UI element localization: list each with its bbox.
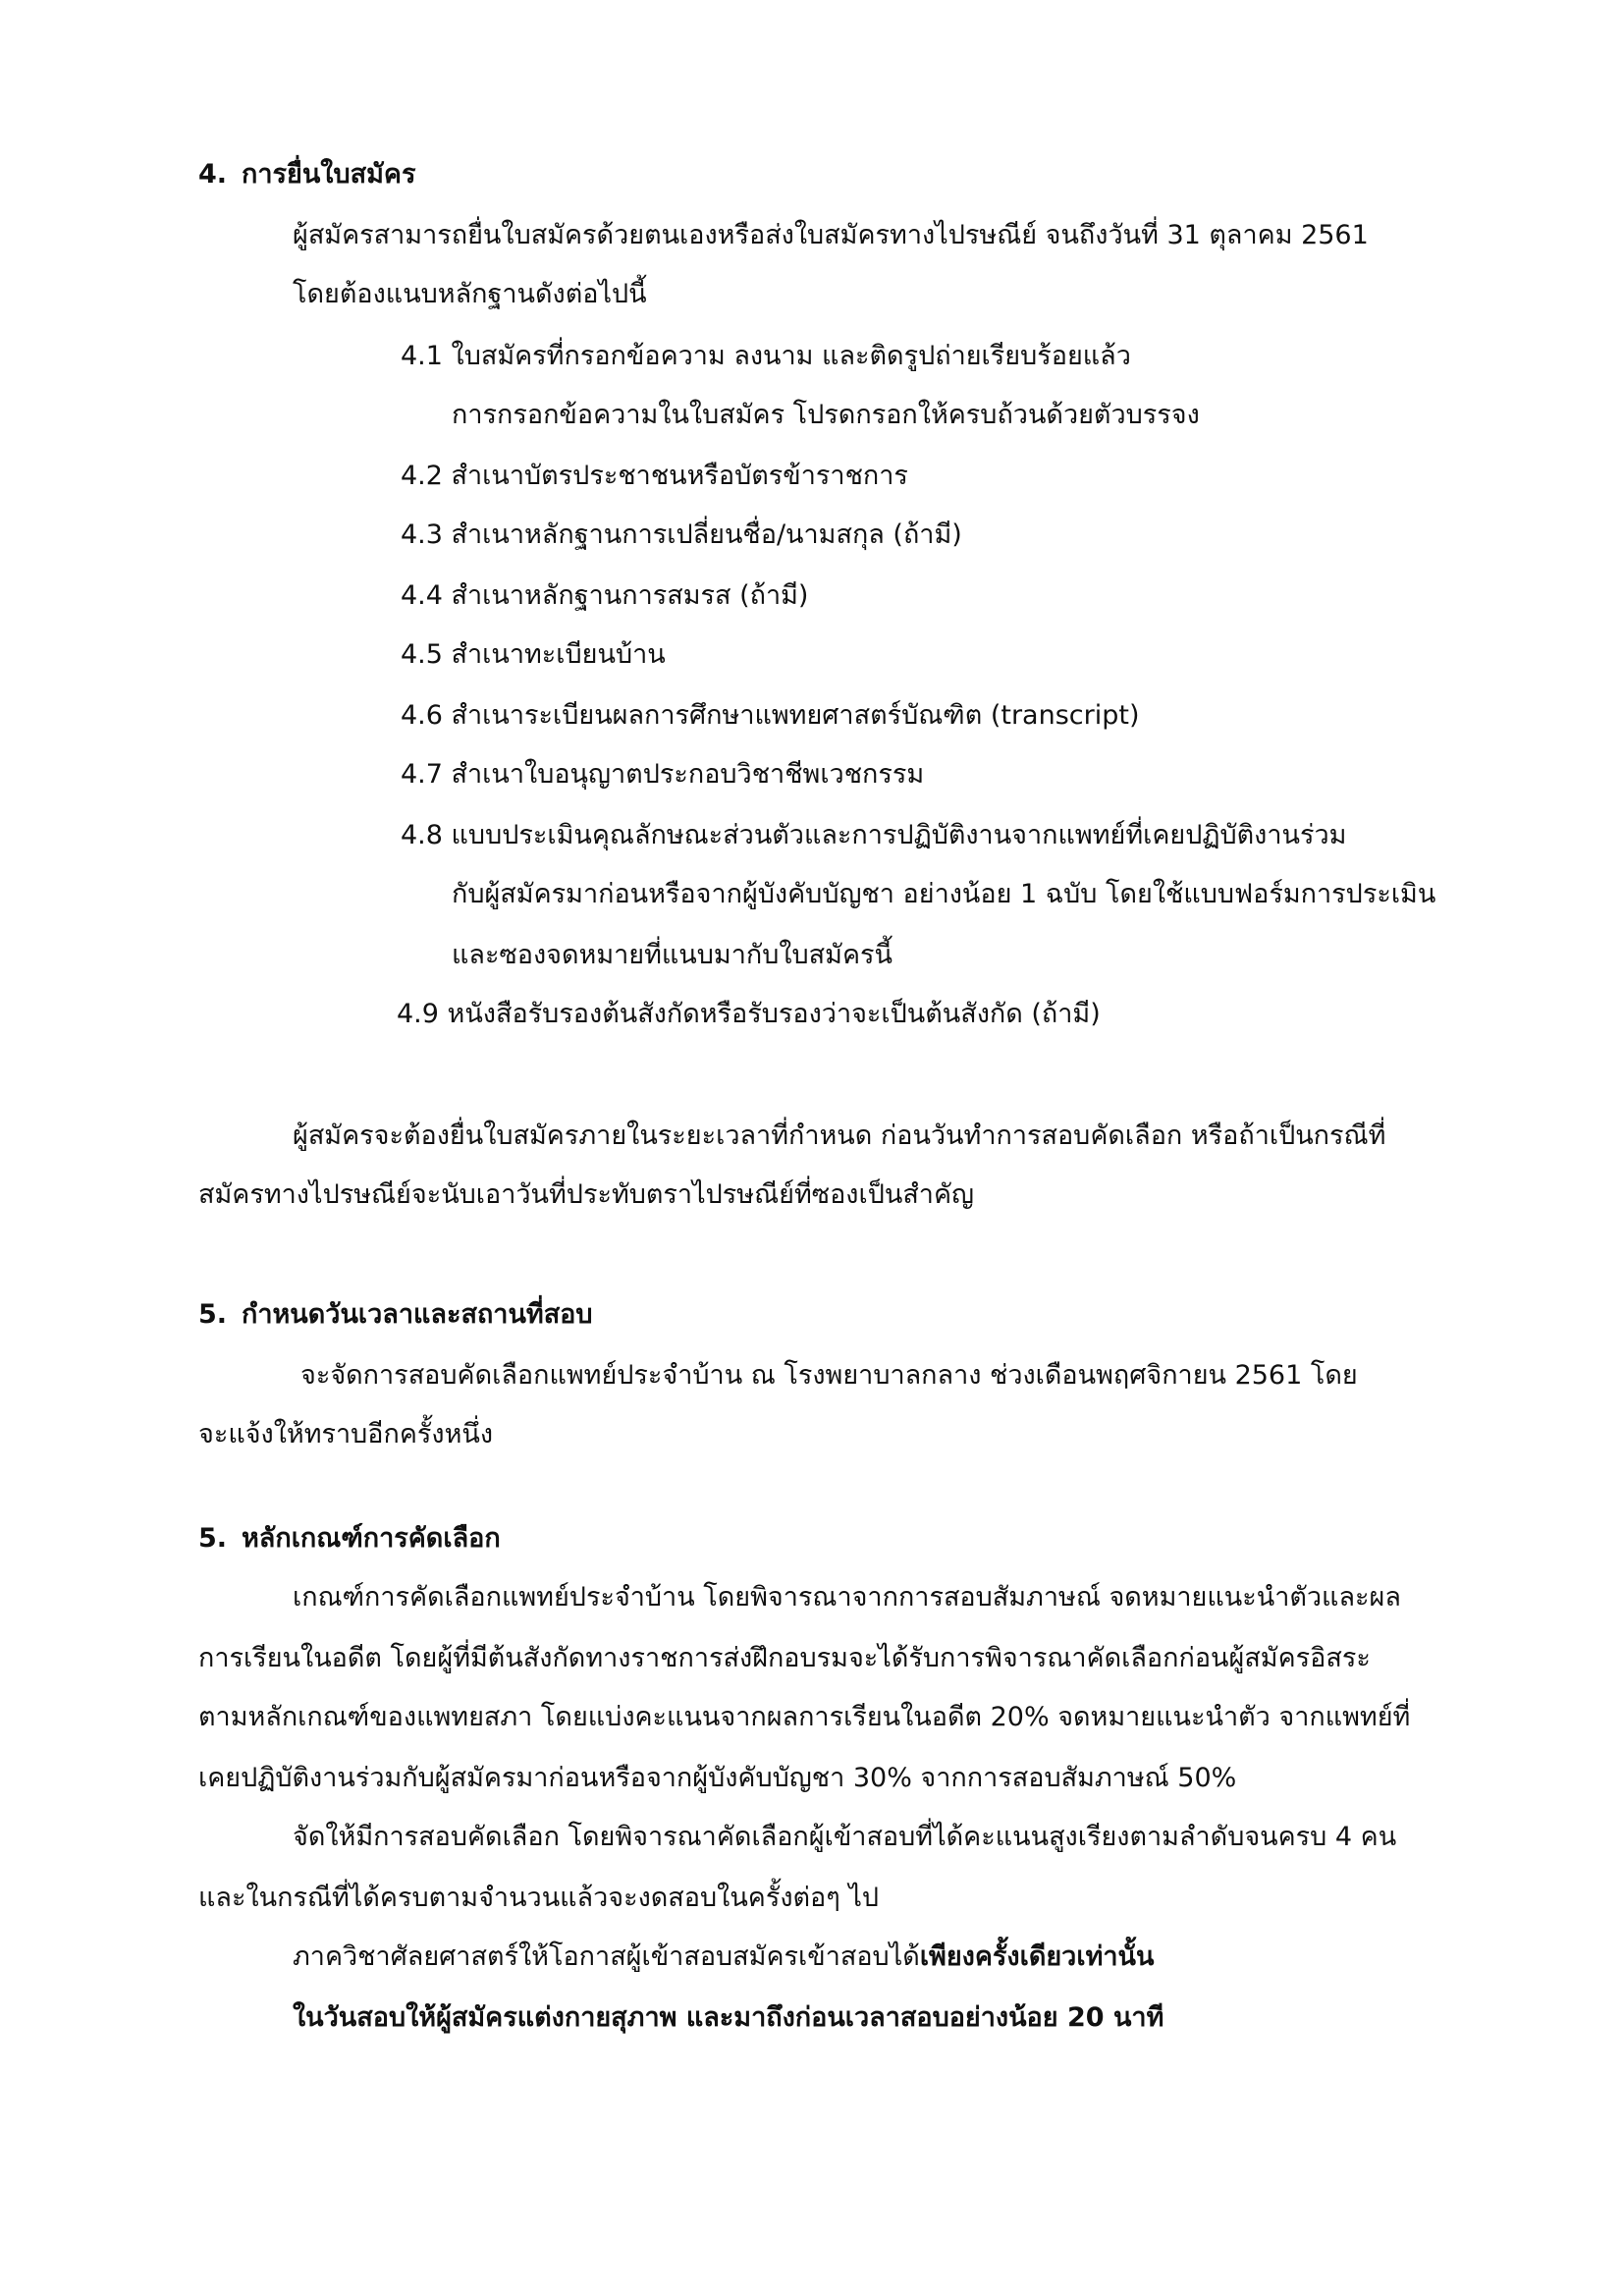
list-item: 4.4 สำเนาหลักฐานการสมรส (ถ้ามี): [401, 580, 809, 611]
section-5-criteria-heading: [198, 1519, 501, 1558]
list-item-continuation: กับผู้สมัครมาก่อนหรือจากผู้บังคับบัญชา อย่างน้อย 1 ฉบับ โดยใช้แบบฟอร์มการประเมิน: [452, 879, 1436, 909]
section-4-intro-line: ผู้สมัครสามารถยื่นใบสมัครด้วยตนเองหรือส่งใบสมัครทางไปรษณีย์ จนถึงวันที่ 31 ตุลาคม 2561: [293, 220, 1369, 250]
selection-paragraph-line: และในกรณีที่ได้ครบตามจำนวนแล้วจะงดสอบในครั้งต่อๆ ไป: [198, 1883, 880, 1913]
section-4-intro-line: โดยต้องแนบหลักฐานดังต่อไปนี้: [293, 279, 647, 309]
list-item: 4.2 สำเนาบัตรประชาชนหรือบัตรข้าราชการ: [401, 461, 908, 491]
section-5-schedule-line: จะแจ้งให้ทราบอีกครั้งหนึ่ง: [198, 1419, 494, 1449]
one-attempt-text: ภาควิชาศัลยศาสตร์ให้โอกาสผู้เข้าสอบสมัครเข้าสอบได้: [293, 1941, 920, 1972]
criteria-paragraph-line: ตามหลักเกณฑ์ของแพทยสภา โดยแบ่งคะแนนจากผลการเรียนในอดีต 20% จดหมายแนะนำตัว จากแพทย์ที่: [198, 1702, 1411, 1732]
section-5-schedule-line: จะจัดการสอบคัดเลือกแพทย์ประจำบ้าน ณ โรงพยาบาลกลาง ช่วงเดือนพฤศจิกายน 2561 โดย: [300, 1360, 1358, 1391]
list-item: 4.5 สำเนาทะเบียนบ้าน: [401, 639, 666, 670]
list-item-continuation: การกรอกข้อความในใบสมัคร โปรดกรอกให้ครบถ้วนด้วยตัวบรรจง: [452, 400, 1200, 430]
criteria-paragraph-line: เคยปฏิบัติงานร่วมกับผู้สมัครมาก่อนหรือจากผู้บังคับบัญชา 30% จากการสอบสัมภาษณ์ 50%: [198, 1763, 1237, 1793]
one-attempt-emphasis: เพียงครั้งเดียวเท่านั้น: [919, 1941, 1155, 1972]
list-item: 4.6 สำเนาระเบียนผลการศึกษาแพทยศาสตร์บัณฑิต (transcript): [401, 700, 1140, 731]
criteria-paragraph-line: การเรียนในอดีต โดยผู้ที่มีต้นสังกัดทางราชการส่งฝึกอบรมจะได้รับการพิจารณาคัดเลือกก่อนผู้สมัครอิสระ: [198, 1643, 1371, 1673]
list-item: 4.8 แบบประเมินคุณลักษณะส่วนตัวและการปฏิบัติงานจากแพทย์ที่เคยปฏิบัติงานร่วม: [401, 820, 1347, 850]
list-item: 4.3 สำเนาหลักฐานการเปลี่ยนชื่อ/นามสกุล (ถ้ามี): [401, 519, 962, 550]
section-5-criteria-title: หลักเกณฑ์การคัดเลือก: [242, 1523, 501, 1554]
selection-paragraph-line: จัดให้มีการสอบคัดเลือก โดยพิจารณาคัดเลือกผู้เข้าสอบที่ได้คะแนนสูงเรียงตามลำดับจนครบ 4 คน: [293, 1822, 1397, 1852]
exam-day-notice: ในวันสอบให้ผู้สมัครแต่งกายสุภาพ และมาถึงก่อนเวลาสอบอย่างน้อย 20 นาที: [293, 2002, 1164, 2033]
section-5-number: 5.: [198, 1523, 228, 1554]
list-item: 4.9 หนังสือรับรองต้นสังกัดหรือรับรองว่าจะเป็นต้นสังกัด (ถ้ามี): [397, 999, 1101, 1029]
section-4-note-line: ผู้สมัครจะต้องยื่นใบสมัครภายในระยะเวลาที่กำหนด ก่อนวันทำการสอบคัดเลือก หรือถ้าเป็นกรณีที่: [293, 1121, 1386, 1151]
section-4-number: 4.: [198, 159, 228, 190]
list-item: 4.1 ใบสมัครที่กรอกข้อความ ลงนาม และติดรูปถ่ายเรียบร้อยแล้ว: [401, 341, 1131, 371]
list-item-continuation: และซองจดหมายที่แนบมากับใบสมัครนี้: [452, 940, 893, 970]
section-5-schedule-heading: [198, 1295, 593, 1335]
section-5-number: 5.: [198, 1299, 228, 1330]
section-4-heading: [198, 155, 415, 194]
list-item: 4.7 สำเนาใบอนุญาตประกอบวิชาชีพเวชกรรม: [401, 759, 925, 790]
section-4-note-line: สมัครทางไปรษณีย์จะนับเอาวันที่ประทับตราไปรษณีย์ที่ซองเป็นสำคัญ: [198, 1179, 975, 1210]
criteria-paragraph-line: เกณฑ์การคัดเลือกแพทย์ประจำบ้าน โดยพิจารณาจากการสอบสัมภาษณ์ จดหมายแนะนำตัวและผล: [293, 1582, 1401, 1613]
section-5-schedule-title: กำหนดวันเวลาและสถานที่สอบ: [242, 1299, 593, 1330]
one-attempt-notice: [293, 1938, 1154, 1977]
section-4-title: การยื่นใบสมัคร: [242, 159, 416, 190]
